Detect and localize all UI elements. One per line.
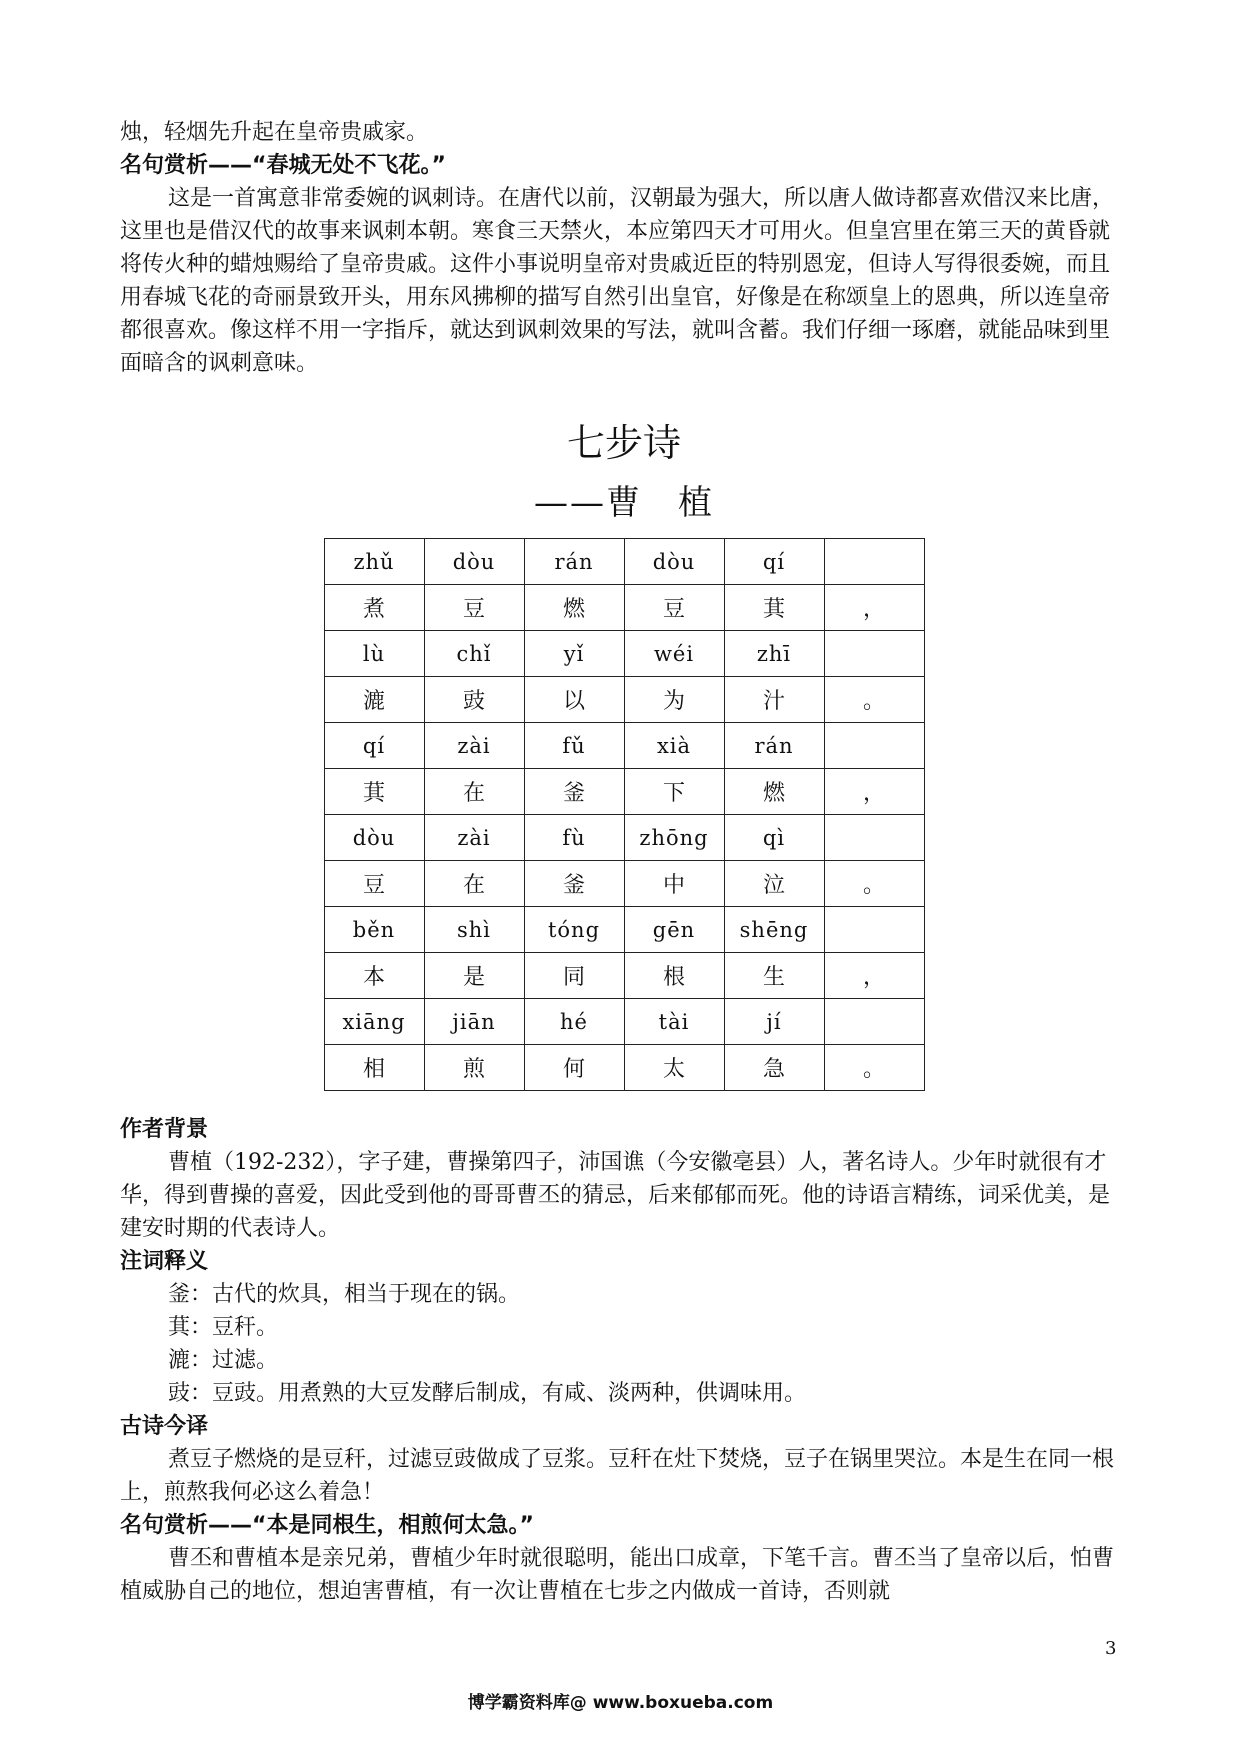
character-row — [324, 953, 924, 999]
pinyin-cell: rán — [724, 723, 824, 769]
pinyin-cell: zhōng — [624, 815, 724, 861]
pinyin-cell: lù — [324, 631, 424, 677]
pinyin-row — [324, 907, 924, 953]
translation-text: 煮豆子燃烧的是豆秆，过滤豆豉做成了豆浆。豆秆在灶下焚烧，豆子在锅里哭泣。本是生在同一根上，煎熬我何必这么着急！ — [120, 1447, 1115, 1505]
pinyin-cell — [824, 631, 924, 677]
character-cell: 相 — [324, 1045, 424, 1091]
translation-heading: 古诗今译 — [120, 1414, 209, 1439]
character-cell: 根 — [624, 953, 724, 999]
character-cell: 以 — [524, 677, 624, 723]
pinyin-row — [324, 999, 924, 1045]
glossary-item: 豉：豆豉。用煮熟的大豆发酵后制成，有咸、淡两种，供调味用。 — [168, 1381, 807, 1406]
character-row — [324, 861, 924, 907]
glossary-item: 釜：古代的炊具，相当于现在的锅。 — [168, 1282, 521, 1307]
pinyin-cell: wéi — [624, 631, 724, 677]
pinyin-row — [324, 539, 924, 585]
character-cell: 萁 — [724, 585, 824, 631]
pinyin-cell: xiāng — [324, 999, 424, 1045]
pinyin-cell — [824, 539, 924, 585]
character-cell: 同 — [524, 953, 624, 999]
page-number: 3 — [1105, 1638, 1117, 1659]
pinyin-cell: qì — [724, 815, 824, 861]
character-cell: 豆 — [624, 585, 724, 631]
continuation-text: 烛，轻烟先升起在皇帝贵戚家。 — [120, 120, 429, 145]
pinyin-row — [324, 631, 924, 677]
glossary-item: 萁：豆秆。 — [168, 1315, 279, 1340]
character-cell: 汁 — [724, 677, 824, 723]
character-cell: 豉 — [424, 677, 524, 723]
pinyin-cell — [824, 723, 924, 769]
pinyin-cell: zài — [424, 723, 524, 769]
character-cell: 泣 — [724, 861, 824, 907]
character-cell: ， — [824, 769, 924, 815]
pinyin-cell: fù — [524, 815, 624, 861]
character-cell: ， — [824, 953, 924, 999]
pinyin-cell — [824, 999, 924, 1045]
character-row — [324, 585, 924, 631]
character-cell: 急 — [724, 1045, 824, 1091]
pinyin-cell: qí — [724, 539, 824, 585]
character-cell: 煎 — [424, 1045, 524, 1091]
pinyin-cell — [824, 815, 924, 861]
pinyin-row — [324, 815, 924, 861]
pinyin-cell: shēng — [724, 907, 824, 953]
character-cell: 是 — [424, 953, 524, 999]
character-cell: 豆 — [424, 585, 524, 631]
poem-title: 七步诗 — [566, 421, 681, 465]
character-row — [324, 769, 924, 815]
pinyin-cell: zài — [424, 815, 524, 861]
character-cell: 在 — [424, 769, 524, 815]
pinyin-cell: chǐ — [424, 631, 524, 677]
author-background-text: 曹植（192-232），字子建，曹操第四子，沛国谯（今安徽亳县）人，著名诗人。少年时就很有才华，得到曹操的喜爱，因此受到他的哥哥曹丕的猜忌，后来郁郁而死。他的诗语言精练，词采优美，是建安时期的代表诗人。 — [120, 1150, 1111, 1241]
character-cell: 本 — [324, 953, 424, 999]
pinyin-cell: gēn — [624, 907, 724, 953]
pinyin-cell: rán — [524, 539, 624, 585]
pinyin-cell — [824, 907, 924, 953]
pinyin-cell: zhǔ — [324, 539, 424, 585]
character-cell: 。 — [824, 861, 924, 907]
character-cell: 煮 — [324, 585, 424, 631]
character-cell: 燃 — [724, 769, 824, 815]
glossary-item: 漉：过滤。 — [168, 1348, 279, 1373]
character-cell: 釜 — [524, 861, 624, 907]
pinyin-cell: fǔ — [524, 723, 624, 769]
character-cell: 生 — [724, 953, 824, 999]
glossary-heading: 注词释义 — [120, 1249, 209, 1274]
character-cell: 为 — [624, 677, 724, 723]
poem-author: ——曹 植 — [534, 483, 714, 523]
pinyin-cell: dòu — [624, 539, 724, 585]
pinyin-cell: shì — [424, 907, 524, 953]
character-cell: 釜 — [524, 769, 624, 815]
character-cell: 。 — [824, 1045, 924, 1091]
character-cell: 漉 — [324, 677, 424, 723]
character-cell: 中 — [624, 861, 724, 907]
character-cell: 。 — [824, 677, 924, 723]
famous-line-analysis-2: 曹丕和曹植本是亲兄弟，曹植少年时就很聪明，能出口成章，下笔千言。曹丕当了皇帝以后，怕曹植威胁自己的地位，想迫害曹植，有一次让曹植在七步之内做成一首诗，否则就 — [120, 1546, 1115, 1604]
author-background-heading: 作者背景 — [120, 1117, 209, 1142]
character-cell: 萁 — [324, 769, 424, 815]
pinyin-cell: běn — [324, 907, 424, 953]
pinyin-cell: tóng — [524, 907, 624, 953]
pinyin-cell: yǐ — [524, 631, 624, 677]
famous-line-heading-2: 名句赏析——“本是同根生，相煎何太急。” — [120, 1513, 534, 1538]
character-cell: 下 — [624, 769, 724, 815]
document-body — [120, 116, 1128, 1608]
pinyin-cell: jí — [724, 999, 824, 1045]
character-row — [324, 1045, 924, 1091]
pinyin-cell: dòu — [424, 539, 524, 585]
character-cell: ， — [824, 585, 924, 631]
glossary-list — [120, 1278, 1128, 1410]
pinyin-cell: tài — [624, 999, 724, 1045]
character-cell: 豆 — [324, 861, 424, 907]
pinyin-cell: dòu — [324, 815, 424, 861]
famous-line-analysis: 这是一首寓意非常委婉的讽刺诗。在唐代以前，汉朝最为强大，所以唐人做诗都喜欢借汉来比唐，这里也是借汉代的故事来讽刺本朝。寒食三天禁火，本应第四天才可用火。但皇宫里在第三天的黄昏就将传火种的蜡烛赐给了皇帝贵戚。这件小事说明皇帝对贵戚近臣的特别恩宠，但诗人写得很委婉，而且用春城飞花的奇丽景致开头，用东风拂柳的描写自然引出皇官，好像是在称颂皇上的恩典，所以连皇帝都很喜欢。像这样不用一字指斥，就达到讽刺效果的写法，就叫含蓄。我们仔细一琢磨，就能品味到里面暗含的讽刺意味。 — [120, 186, 1115, 376]
pinyin-cell: zhī — [724, 631, 824, 677]
pinyin-cell: jiān — [424, 999, 524, 1045]
character-cell: 何 — [524, 1045, 624, 1091]
character-cell: 在 — [424, 861, 524, 907]
famous-line-heading: 名句赏析——“春城无处不飞花。” — [120, 153, 446, 178]
poem-pinyin-table — [324, 538, 925, 1091]
pinyin-row — [324, 723, 924, 769]
pinyin-cell: hé — [524, 999, 624, 1045]
footer-watermark: 博学霸资料库@ www.boxueba.com — [467, 1693, 774, 1713]
pinyin-cell: qí — [324, 723, 424, 769]
character-cell: 太 — [624, 1045, 724, 1091]
character-cell: 燃 — [524, 585, 624, 631]
character-row — [324, 677, 924, 723]
pinyin-cell: xià — [624, 723, 724, 769]
